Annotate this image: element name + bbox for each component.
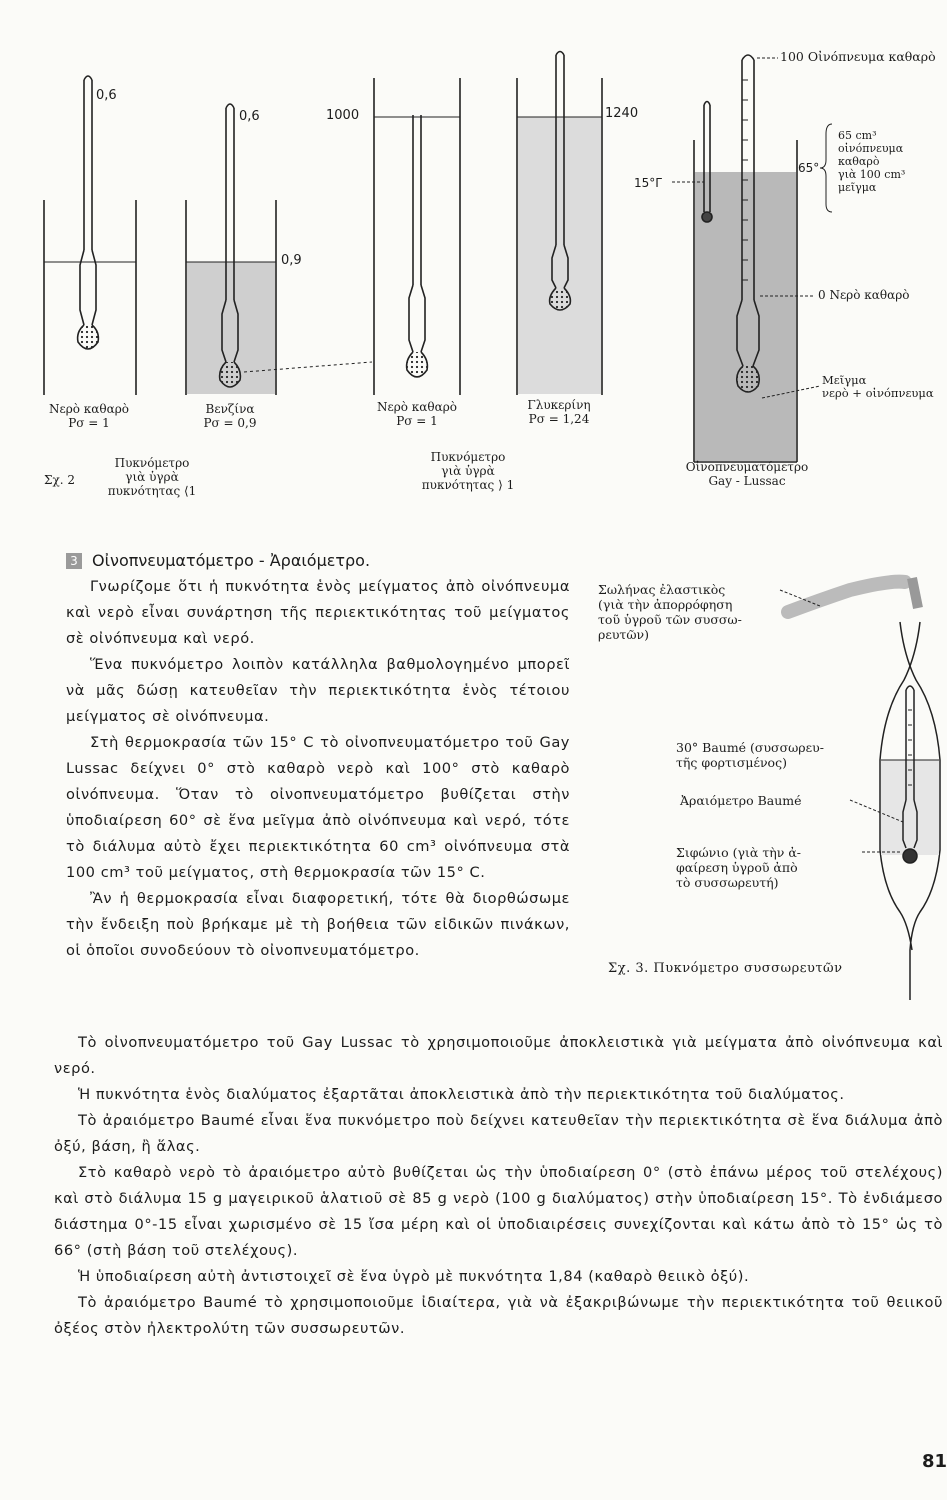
paragraph: Στὴ θερμοκρασία τῶν 15° C τὸ οἰνοπνευματόμετρο τοῦ Gay Lussac δείχνει 0° στὸ καθαρὸ νερὸ καὶ 100° στὸ καθαρὸ οἰνόπνευμα. Ὅταν τὸ οἰνοπνευματόμετρο βυθίζεται στὴν ὑποδιαίρεση 60° σὲ ἕνα μεῖγμα ἀπὸ οἰνόπνευμα καὶ νερό, τότε τὸ διάλυμα αὐτὸ ἔχει περιεκτικότητα 60 cm³ οἰνόπνευμα στὰ 100 cm³ τοῦ μείγματος, στὴ θερμοκρασία τῶν 15° C. — [66, 734, 570, 881]
hydrometer-3 — [407, 115, 428, 377]
page-number: 81 — [921, 1451, 947, 1472]
liquid-label: Βενζίνα Ρσ = 0,9 — [203, 402, 257, 430]
rubber-tube — [788, 582, 905, 612]
beaker-water-1 — [44, 200, 136, 395]
mixture-note: 65 cm³ οἰνόπνευμα καθαρὸ γιὰ 100 cm³ μεῖγμα — [838, 129, 906, 194]
figure-3-caption: Σχ. 3. Πυκνόμετρο συσσωρευτῶν — [608, 961, 843, 976]
section-title: Οἰνοπνευματόμετρο - Ἀραιόμετρο. — [92, 551, 371, 570]
figure-caption-right: Οἰνοπνευματόμετρο Gay - Lussac — [685, 460, 809, 488]
paragraph: Ἂν ἡ θερμοκρασία εἶναι διαφορετική, τότε θὰ διορθώσωμε τὴν ἔνδειξη ποὺ βρήκαμε μὲ τὴ βοήθεια τῶν εἰδικῶν πινάκων, οἱ ὁποῖοι συνοδεύουν τὸ οἰνοπνευματόμετρο. — [66, 890, 570, 959]
column-text — [66, 574, 570, 964]
figure-caption-number: Σχ. 2 — [44, 473, 76, 487]
degree-label: 65° — [798, 161, 820, 175]
liquid-label: Νερὸ καθαρὸ Ρσ = 1 — [376, 400, 458, 428]
scale-value: 0,9 — [281, 253, 302, 268]
hydrometer-1 — [78, 76, 99, 349]
full-width-text — [54, 1030, 943, 1342]
paragraph: Ἕνα πυκνόμετρο λοιπὸν κατάλληλα βαθμολογημένο μπορεῖ νὰ μᾶς δώσῃ κατευθεῖαν τὴν περιεκτικότητα ἑνὸς τέτοιου μείγματος σὲ οἰνόπνευμα. — [66, 656, 570, 725]
baume-30-label: 30° Baumé (συσσωρευ- τῆς φορτισμένος) — [676, 740, 824, 770]
paragraph: Τὸ ἀραιόμετρο Baumé εἶναι ἕνα πυκνόμετρο ποὺ δείχνει κατευθεῖαν τὴν περιεκτικότητα σὲ ἕνα διάλυμα ἀπὸ ὀξύ, βάση, ἢ ἅλας. — [54, 1112, 943, 1155]
scale-value: 1240 — [605, 106, 639, 121]
scale-value: 0,6 — [96, 88, 117, 103]
figure-caption-middle: Πυκνόμετρο γιὰ ὑγρὰ πυκνότητας ⟩ 1 — [421, 450, 515, 492]
paragraph: Τὸ ἀραιόμετρο Baumé τὸ χρησιμοποιοῦμε ἰδιαίτερα, γιὰ νὰ ἐξακριβώνωμε τὴν περιεκτικότητα τοῦ θειικοῦ ὀξέος στὸν ἠλεκτρολύτη τῶν συσσωρευτῶν. — [54, 1294, 943, 1337]
siphon-label: Σιφώνιο (γιὰ τὴν ἀ- φαίρεση ὑγροῦ ἀπὸ τὸ συσσωρευτή) — [676, 845, 801, 890]
scale-value: 1000 — [326, 108, 360, 123]
paragraph: Γνωρίζομε ὅτι ἡ πυκνότητα ἑνὸς μείγματος ἀπὸ οἰνόπνευμα καὶ νερὸ εἶναι συνάρτηση τῆς περιεκτικότητας τοῦ μείγματος σὲ οἰνόπνευμα καὶ νερό. — [66, 578, 570, 647]
figure-caption-left: Πυκνόμετρο γιὰ ὑγρὰ πυκνότητας ⟨1 — [107, 456, 197, 498]
section-heading — [66, 551, 370, 570]
rubber-tube-label: Σωλήνας ἐλαστικὸς (γιὰ τὴν ἀπορρόφηση τοῦ ὑγροῦ τῶν συσσω- ρευτῶν) — [598, 582, 742, 642]
section-number: 3 — [66, 553, 82, 569]
temperature-label: 15°Γ — [634, 176, 662, 190]
beaker-glycerine — [517, 78, 602, 395]
paragraph: Τὸ οἰνοπνευματόμετρο τοῦ Gay Lussac τὸ χρησιμοποιοῦμε ἀποκλειστικὰ γιὰ μείγματα ἀπὸ οἰνόπνευμα καὶ νερό. — [54, 1034, 943, 1077]
liquid-label: Γλυκερίνη Ρσ = 1,24 — [527, 398, 591, 426]
liquid-label: Νερὸ καθαρὸ Ρσ = 1 — [48, 402, 130, 430]
label-mixture: Μεῖγμα νερὸ + οἰνόπνευμα — [822, 373, 934, 400]
label-pure-water: 0 Νερὸ καθαρὸ — [818, 288, 910, 302]
beaker-water-2 — [374, 78, 460, 395]
paragraph: Ἡ ὑποδιαίρεση αὐτὴ ἀντιστοιχεῖ σὲ ἕνα ὑγρὸ μὲ πυκνότητα 1,84 (καθαρὸ θειικὸ ὀξύ). — [78, 1268, 750, 1285]
paragraph: Ἡ πυκνότητα ἑνὸς διαλύματος ἐξαρτᾶται ἀποκλειστικὰ ἀπὸ τὴν περιεκτικότητα τοῦ διαλύματος. — [78, 1086, 845, 1103]
baume-hydrometer-label: Ἀραιόμετρο Baumé — [680, 793, 802, 808]
paragraph: Στὸ καθαρὸ νερὸ τὸ ἀραιόμετρο αὐτὸ βυθίζεται ὡς τὴν ὑποδιαίρεση 0° (στὸ ἐπάνω μέρος τοῦ στελέχους) καὶ στὸ διάλυμα 15 g μαγειρικοῦ ἁλατιοῦ σὲ 85 g νερὸ (100 g διαλύματος) στὴν ὑποδιαίρεση 15°. Τὸ ἐνδιάμεσο διάστημα 0°-15 εἶναι χωρισμένο σὲ 15 ἴσα μέρη καὶ οἱ ὑποδιαιρέσεις συνεχίζονται καὶ κάτω ἀπὸ τὸ 15° ὡς τὸ 66° (στὴ βάση τοῦ στελέχους). — [54, 1164, 943, 1259]
scale-value: 0,6 — [239, 109, 260, 124]
label-pure-alcohol: 100 Οἰνόπνευμα καθαρὸ — [780, 49, 936, 64]
